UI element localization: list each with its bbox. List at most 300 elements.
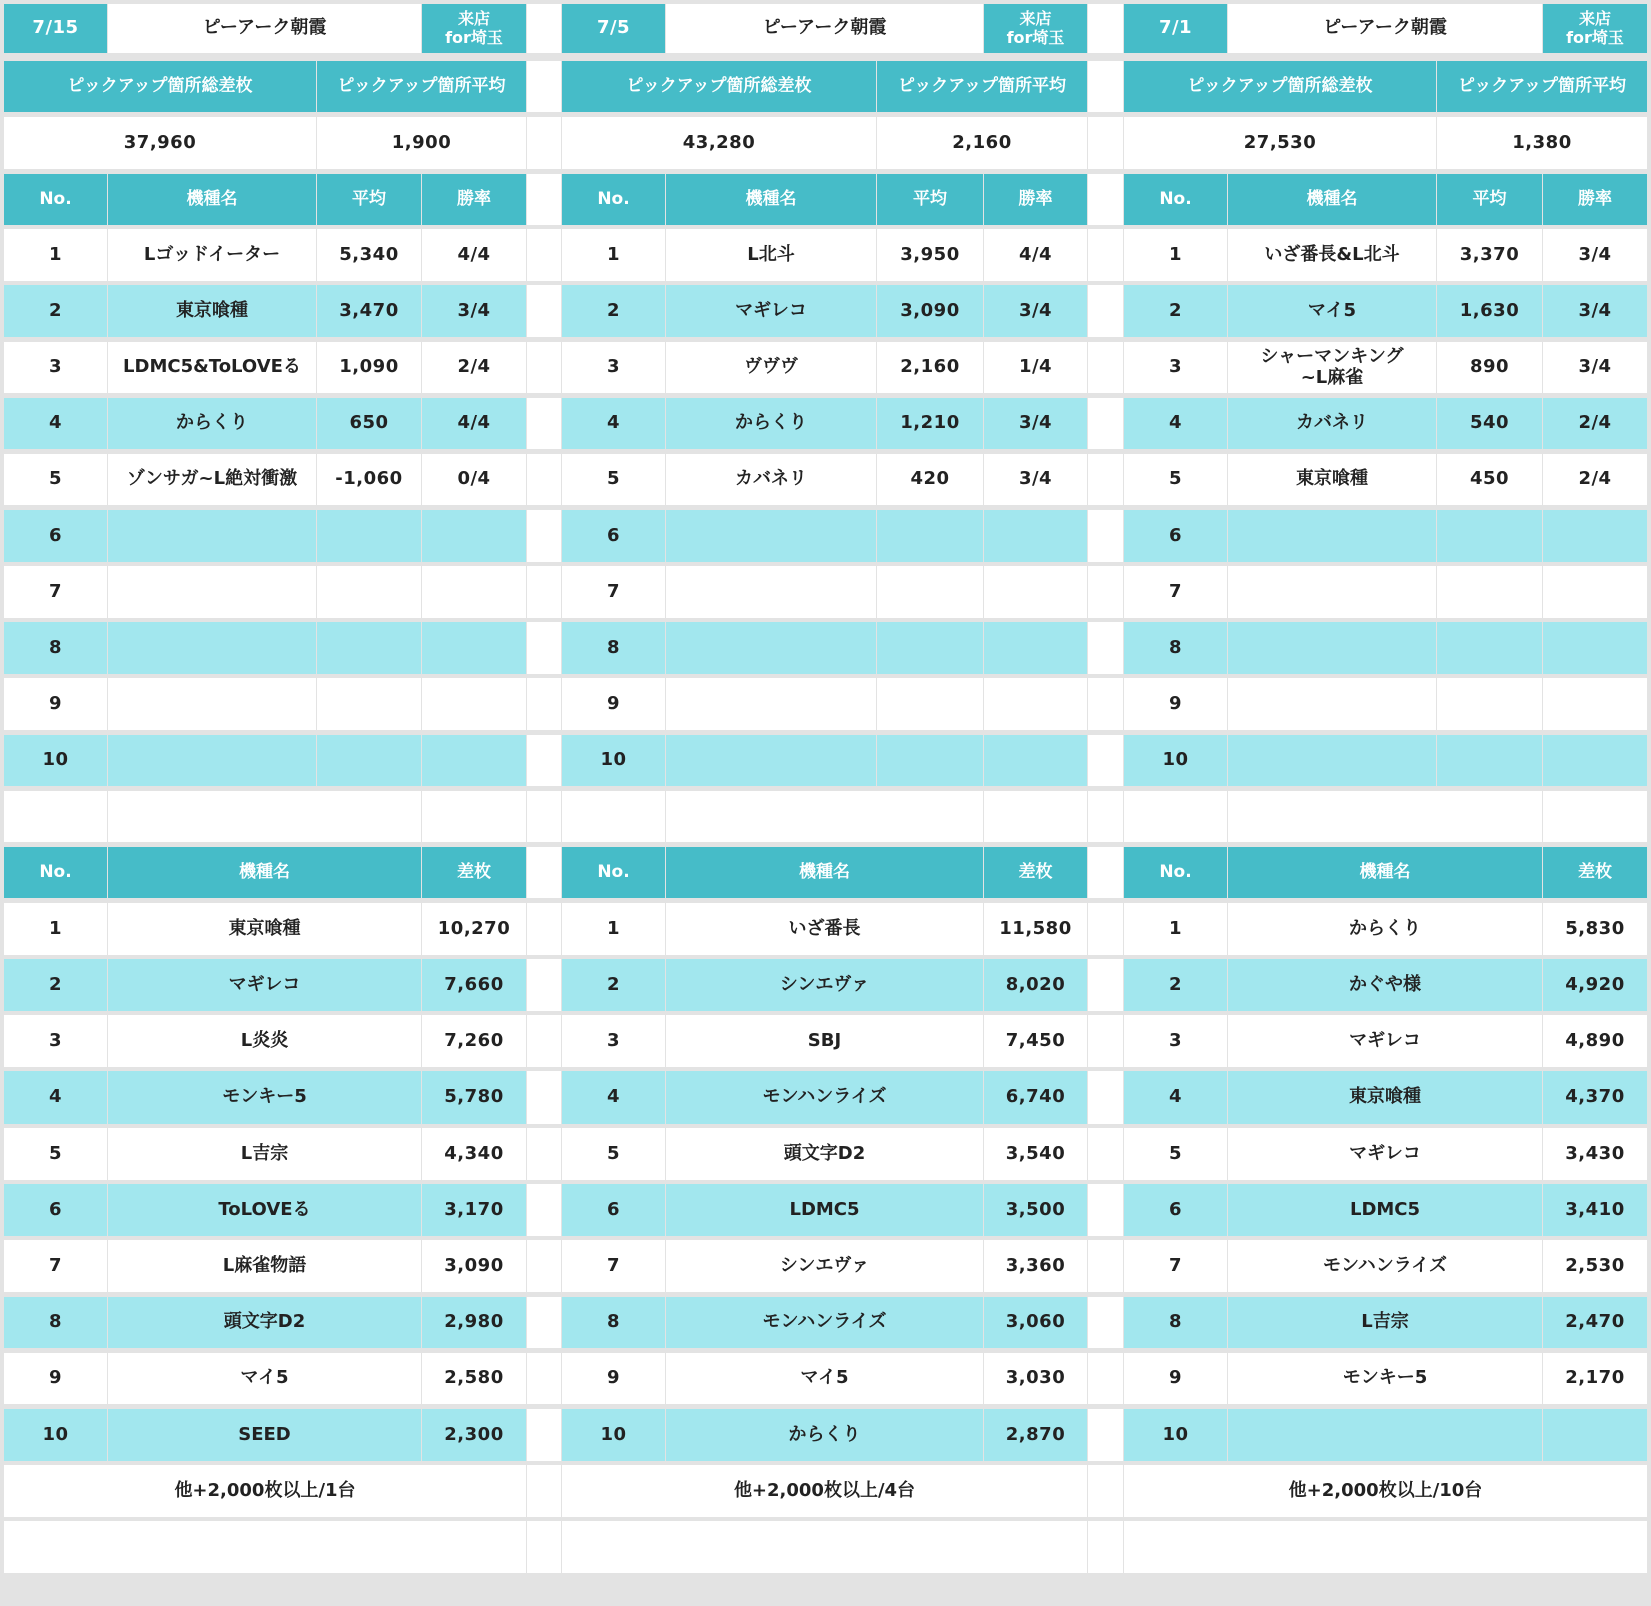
column-spacer [1088, 510, 1123, 562]
ranking-diff: 2,300 [422, 1409, 526, 1461]
column-spacer [1088, 735, 1123, 786]
blank-cell [1124, 1521, 1647, 1573]
ranking-row-no: 10 [1124, 1409, 1227, 1461]
pickup-model-name [666, 510, 876, 562]
ranking-diff: 6,740 [984, 1071, 1087, 1124]
col-header-win-rate: 勝率 [1543, 174, 1647, 225]
ranking-row-no: 3 [1124, 1015, 1227, 1067]
pickup-model-name [108, 566, 316, 618]
ranking-model-name: シンエヴァ [666, 959, 983, 1011]
pickup-average: 540 [1437, 398, 1542, 449]
pickup-row-no: 5 [1124, 454, 1227, 505]
ranking-model-name: マイ5 [108, 1353, 421, 1404]
pickup-average: 450 [1437, 454, 1542, 505]
ranking-row-no: 10 [4, 1409, 107, 1461]
pickup-win-rate [984, 622, 1087, 674]
pickup-win-rate: 3/4 [1543, 285, 1647, 337]
ranking-row-no: 2 [4, 959, 107, 1011]
ranking-model-name: モンキー5 [108, 1071, 421, 1124]
col-header-win-rate: 勝率 [422, 174, 526, 225]
ranking-diff: 3,170 [422, 1184, 526, 1236]
pickup-row-no: 1 [4, 229, 107, 281]
ranking-model-name: 東京喰種 [108, 903, 421, 955]
pickup-model-name [666, 735, 876, 786]
pickup-win-rate: 4/4 [422, 398, 526, 449]
pickup-model-name [108, 735, 316, 786]
pickup-row-no: 3 [4, 342, 107, 393]
pickup-average [1437, 622, 1542, 674]
column-spacer [1088, 117, 1123, 169]
column-spacer [1088, 959, 1123, 1011]
pickup-model-name [1228, 566, 1436, 618]
ranking-row-no: 7 [1124, 1240, 1227, 1292]
ranking-row-no: 4 [1124, 1071, 1227, 1124]
column-spacer [527, 1353, 561, 1404]
ranking-row-no: 5 [4, 1128, 107, 1180]
pickup-model-name [666, 566, 876, 618]
pickup-average [317, 678, 421, 730]
pickup-win-rate [1543, 735, 1647, 786]
ranking-diff: 4,340 [422, 1128, 526, 1180]
col-header-no: No. [562, 847, 665, 898]
ranking-model-name: L吉宗 [108, 1128, 421, 1180]
ranking-row-no: 3 [4, 1015, 107, 1067]
ranking-model-name: 頭文字D2 [108, 1297, 421, 1348]
pickup-average: 1,090 [317, 342, 421, 393]
blank-cell [1124, 791, 1227, 842]
pickup-average [1437, 735, 1542, 786]
ranking-row-no: 8 [4, 1297, 107, 1348]
pickup-win-rate [984, 566, 1087, 618]
col-header-no: No. [1124, 174, 1227, 225]
column-spacer [1088, 1409, 1123, 1461]
ranking-diff: 2,170 [1543, 1353, 1647, 1404]
ranking-model-name: 頭文字D2 [666, 1128, 983, 1180]
col-header-diff: 差枚 [984, 847, 1087, 898]
pickup-row-no: 1 [562, 229, 665, 281]
column-spacer [527, 61, 561, 112]
column-spacer [527, 1128, 561, 1180]
pickup-model-name [1228, 735, 1436, 786]
ranking-diff: 10,270 [422, 903, 526, 955]
pickup-average: 3,370 [1437, 229, 1542, 281]
ranking-row-no: 5 [562, 1128, 665, 1180]
ranking-model-name: マイ5 [666, 1353, 983, 1404]
column-spacer [1088, 398, 1123, 449]
ranking-model-name: シンエヴァ [666, 1240, 983, 1292]
blank-cell [1228, 791, 1542, 842]
ranking-diff: 2,580 [422, 1353, 526, 1404]
column-spacer [527, 1465, 561, 1517]
store-name: ピーアーク朝霞 [1228, 4, 1542, 53]
pickup-model-name: からくり [108, 398, 316, 449]
pickup-average: 1,210 [877, 398, 983, 449]
pickup-row-no: 4 [1124, 398, 1227, 449]
pickup-average [317, 510, 421, 562]
ranking-model-name: からくり [1228, 903, 1542, 955]
pickup-win-rate: 2/4 [1543, 454, 1647, 505]
pickup-win-rate: 4/4 [422, 229, 526, 281]
ranking-diff: 3,540 [984, 1128, 1087, 1180]
ranking-model-name: モンキー5 [1228, 1353, 1542, 1404]
pickup-model-name: シャーマンキング ~L麻雀 [1228, 342, 1436, 393]
ranking-diff: 2,530 [1543, 1240, 1647, 1292]
ranking-model-name: いざ番長 [666, 903, 983, 955]
column-spacer [527, 398, 561, 449]
ranking-model-name: モンハンライズ [666, 1297, 983, 1348]
ranking-row-no: 2 [1124, 959, 1227, 1011]
pickup-row-no: 2 [562, 285, 665, 337]
col-header-model: 機種名 [108, 174, 316, 225]
pickup-win-rate: 2/4 [422, 342, 526, 393]
footer-note: 他+2,000枚以上/1台 [4, 1465, 526, 1517]
pickup-row-no: 3 [1124, 342, 1227, 393]
pickup-row-no: 10 [562, 735, 665, 786]
column-spacer [1088, 1465, 1123, 1517]
store-name: ピーアーク朝霞 [108, 4, 421, 53]
pickup-average [877, 678, 983, 730]
average-value: 1,900 [317, 117, 526, 169]
col-header-no: No. [4, 847, 107, 898]
ranking-row-no: 1 [562, 903, 665, 955]
column-spacer [1088, 1353, 1123, 1404]
pickup-row-no: 1 [1124, 229, 1227, 281]
column-spacer [527, 566, 561, 618]
column-spacer [1088, 229, 1123, 281]
pickup-row-no: 8 [4, 622, 107, 674]
pickup-model-name [1228, 510, 1436, 562]
pickup-average: 1,630 [1437, 285, 1542, 337]
pickup-win-rate [422, 678, 526, 730]
ranking-row-no: 8 [1124, 1297, 1227, 1348]
ranking-diff: 2,980 [422, 1297, 526, 1348]
column-spacer [527, 229, 561, 281]
pickup-model-name [666, 622, 876, 674]
pickup-row-no: 6 [562, 510, 665, 562]
pickup-win-rate [422, 510, 526, 562]
column-spacer [527, 1409, 561, 1461]
column-spacer [1088, 847, 1123, 898]
blank-cell [984, 791, 1087, 842]
pickup-row-no: 9 [1124, 678, 1227, 730]
pickup-model-name [1228, 622, 1436, 674]
column-spacer [527, 1071, 561, 1124]
ranking-diff: 7,450 [984, 1015, 1087, 1067]
pickup-model-name: LDMC5&ToLOVEる [108, 342, 316, 393]
column-spacer [527, 903, 561, 955]
pickup-win-rate: 3/4 [984, 285, 1087, 337]
blank-cell [4, 791, 107, 842]
col-header-model: 機種名 [1228, 174, 1436, 225]
pickup-average [1437, 566, 1542, 618]
ranking-diff: 7,660 [422, 959, 526, 1011]
pickup-row-no: 6 [4, 510, 107, 562]
average-label: ピックアップ箇所平均 [317, 61, 526, 112]
pickup-win-rate [422, 566, 526, 618]
total-diff-value: 27,530 [1124, 117, 1436, 169]
blank-cell [4, 1521, 526, 1573]
ranking-row-no: 9 [4, 1353, 107, 1404]
col-header-model: 機種名 [666, 174, 876, 225]
pickup-win-rate [1543, 510, 1647, 562]
pickup-row-no: 4 [4, 398, 107, 449]
pickup-model-name [666, 678, 876, 730]
pickup-win-rate: 3/4 [422, 285, 526, 337]
ranking-model-name: モンハンライズ [1228, 1240, 1542, 1292]
pickup-model-name: ゾンサガ~L絶対衝激 [108, 454, 316, 505]
pickup-model-name: カバネリ [1228, 398, 1436, 449]
pickup-row-no: 5 [4, 454, 107, 505]
ranking-row-no: 8 [562, 1297, 665, 1348]
ranking-row-no: 6 [1124, 1184, 1227, 1236]
col-header-no: No. [562, 174, 665, 225]
pickup-win-rate: 0/4 [422, 454, 526, 505]
pickup-model-name: L北斗 [666, 229, 876, 281]
ranking-diff: 4,890 [1543, 1015, 1647, 1067]
ranking-row-no: 10 [562, 1409, 665, 1461]
pickup-average: -1,060 [317, 454, 421, 505]
column-spacer [1088, 174, 1123, 225]
event-label: 来店 for埼玉 [422, 4, 526, 53]
column-spacer [1088, 622, 1123, 674]
average-value: 2,160 [877, 117, 1087, 169]
ranking-diff: 7,260 [422, 1015, 526, 1067]
ranking-model-name: L吉宗 [1228, 1297, 1542, 1348]
ranking-row-no: 9 [562, 1353, 665, 1404]
blank-cell [562, 1521, 1087, 1573]
pickup-average [877, 566, 983, 618]
pickup-row-no: 4 [562, 398, 665, 449]
pickup-model-name: Lゴッドイーター [108, 229, 316, 281]
column-spacer [527, 791, 561, 842]
col-header-diff: 差枚 [1543, 847, 1647, 898]
ranking-row-no: 6 [4, 1184, 107, 1236]
ranking-row-no: 6 [562, 1184, 665, 1236]
blank-cell [1543, 791, 1647, 842]
ranking-model-name: SEED [108, 1409, 421, 1461]
pickup-row-no: 3 [562, 342, 665, 393]
pickup-model-name: 東京喰種 [108, 285, 316, 337]
ranking-model-name: LDMC5 [666, 1184, 983, 1236]
pickup-row-no: 5 [562, 454, 665, 505]
pickup-average: 2,160 [877, 342, 983, 393]
pickup-model-name: ヴヴヴ [666, 342, 876, 393]
ranking-diff: 3,090 [422, 1240, 526, 1292]
ranking-model-name: ToLOVEる [108, 1184, 421, 1236]
column-spacer [527, 1015, 561, 1067]
footer-note: 他+2,000枚以上/10台 [1124, 1465, 1647, 1517]
col-header-diff: 差枚 [422, 847, 526, 898]
ranking-model-name: SBJ [666, 1015, 983, 1067]
store-name: ピーアーク朝霞 [666, 4, 983, 53]
ranking-diff [1543, 1409, 1647, 1461]
column-spacer [527, 1240, 561, 1292]
pickup-average: 420 [877, 454, 983, 505]
column-spacer [1088, 1128, 1123, 1180]
column-spacer [527, 174, 561, 225]
pickup-average [317, 566, 421, 618]
blank-cell [422, 791, 526, 842]
column-spacer [527, 622, 561, 674]
pickup-average: 3,470 [317, 285, 421, 337]
column-spacer [1088, 1521, 1123, 1573]
pickup-win-rate [984, 678, 1087, 730]
col-header-no: No. [4, 174, 107, 225]
col-header-average: 平均 [1437, 174, 1542, 225]
pickup-model-name [108, 678, 316, 730]
column-spacer [1088, 791, 1123, 842]
ranking-model-name: マギレコ [1228, 1128, 1542, 1180]
pickup-average: 650 [317, 398, 421, 449]
pickup-row-no: 8 [1124, 622, 1227, 674]
date-cell: 7/15 [4, 4, 107, 53]
ranking-diff: 11,580 [984, 903, 1087, 955]
column-spacer [527, 959, 561, 1011]
column-spacer [1088, 566, 1123, 618]
pickup-average [317, 735, 421, 786]
column-spacer [1088, 1015, 1123, 1067]
column-spacer [1088, 4, 1123, 53]
date-cell: 7/5 [562, 4, 665, 53]
column-spacer [527, 1521, 561, 1573]
ranking-diff: 3,430 [1543, 1128, 1647, 1180]
column-spacer [1088, 1297, 1123, 1348]
total-diff-value: 43,280 [562, 117, 876, 169]
ranking-model-name: 東京喰種 [1228, 1071, 1542, 1124]
pickup-win-rate: 2/4 [1543, 398, 1647, 449]
ranking-row-no: 7 [4, 1240, 107, 1292]
date-cell: 7/1 [1124, 4, 1227, 53]
pickup-win-rate [422, 622, 526, 674]
column-spacer [527, 510, 561, 562]
event-label: 来店 for埼玉 [984, 4, 1087, 53]
column-spacer [527, 678, 561, 730]
ranking-model-name: LDMC5 [1228, 1184, 1542, 1236]
ranking-diff: 2,870 [984, 1409, 1087, 1461]
ranking-model-name: マギレコ [108, 959, 421, 1011]
pickup-average [317, 622, 421, 674]
event-label: 来店 for埼玉 [1543, 4, 1647, 53]
ranking-row-no: 7 [562, 1240, 665, 1292]
column-spacer [527, 1297, 561, 1348]
pickup-model-name: からくり [666, 398, 876, 449]
pickup-row-no: 2 [4, 285, 107, 337]
ranking-diff: 3,060 [984, 1297, 1087, 1348]
pickup-win-rate: 4/4 [984, 229, 1087, 281]
ranking-model-name: マギレコ [1228, 1015, 1542, 1067]
col-header-model: 機種名 [1228, 847, 1542, 898]
pickup-row-no: 9 [562, 678, 665, 730]
ranking-row-no: 5 [1124, 1128, 1227, 1180]
col-header-average: 平均 [317, 174, 421, 225]
ranking-row-no: 2 [562, 959, 665, 1011]
ranking-model-name: からくり [666, 1409, 983, 1461]
pickup-row-no: 7 [4, 566, 107, 618]
ranking-model-name: モンハンライズ [666, 1071, 983, 1124]
ranking-diff: 5,830 [1543, 903, 1647, 955]
column-spacer [527, 4, 561, 53]
total-diff-label: ピックアップ箇所総差枚 [1124, 61, 1436, 112]
pickup-win-rate: 3/4 [1543, 229, 1647, 281]
ranking-diff: 3,410 [1543, 1184, 1647, 1236]
pickup-row-no: 9 [4, 678, 107, 730]
ranking-diff: 3,500 [984, 1184, 1087, 1236]
ranking-diff: 3,360 [984, 1240, 1087, 1292]
column-spacer [527, 454, 561, 505]
pickup-row-no: 7 [1124, 566, 1227, 618]
col-header-average: 平均 [877, 174, 983, 225]
pickup-average [877, 510, 983, 562]
column-spacer [527, 847, 561, 898]
column-spacer [527, 285, 561, 337]
total-diff-label: ピックアップ箇所総差枚 [562, 61, 876, 112]
pickup-model-name: マイ5 [1228, 285, 1436, 337]
pickup-average [1437, 678, 1542, 730]
ranking-row-no: 9 [1124, 1353, 1227, 1404]
pickup-win-rate: 3/4 [984, 398, 1087, 449]
ranking-diff: 5,780 [422, 1071, 526, 1124]
pickup-model-name [108, 622, 316, 674]
average-label: ピックアップ箇所平均 [877, 61, 1087, 112]
pickup-win-rate [422, 735, 526, 786]
average-label: ピックアップ箇所平均 [1437, 61, 1647, 112]
ranking-model-name: L炎炎 [108, 1015, 421, 1067]
pickup-model-name: カバネリ [666, 454, 876, 505]
pickup-row-no: 7 [562, 566, 665, 618]
blank-cell [108, 791, 421, 842]
total-diff-label: ピックアップ箇所総差枚 [4, 61, 316, 112]
column-spacer [1088, 1240, 1123, 1292]
average-value: 1,380 [1437, 117, 1647, 169]
pickup-win-rate [984, 510, 1087, 562]
pickup-row-no: 6 [1124, 510, 1227, 562]
ranking-row-no: 4 [562, 1071, 665, 1124]
column-spacer [1088, 342, 1123, 393]
footer-note: 他+2,000枚以上/4台 [562, 1465, 1087, 1517]
pickup-average [877, 735, 983, 786]
ranking-diff: 3,030 [984, 1353, 1087, 1404]
pickup-win-rate: 3/4 [984, 454, 1087, 505]
pickup-row-no: 10 [4, 735, 107, 786]
column-spacer [1088, 1184, 1123, 1236]
pickup-win-rate: 3/4 [1543, 342, 1647, 393]
column-spacer [1088, 1071, 1123, 1124]
pickup-model-name: マギレコ [666, 285, 876, 337]
ranking-diff: 2,470 [1543, 1297, 1647, 1348]
column-spacer [1088, 678, 1123, 730]
ranking-row-no: 4 [4, 1071, 107, 1124]
pickup-average: 3,950 [877, 229, 983, 281]
pickup-average [1437, 510, 1542, 562]
column-spacer [1088, 61, 1123, 112]
blank-cell [666, 791, 983, 842]
pickup-row-no: 10 [1124, 735, 1227, 786]
pickup-average [877, 622, 983, 674]
blank-cell [562, 791, 665, 842]
column-spacer [527, 1184, 561, 1236]
col-header-no: No. [1124, 847, 1227, 898]
col-header-model: 機種名 [666, 847, 983, 898]
col-header-model: 機種名 [108, 847, 421, 898]
pickup-win-rate [1543, 678, 1647, 730]
pickup-win-rate [984, 735, 1087, 786]
pickup-win-rate [1543, 622, 1647, 674]
pickup-model-name [108, 510, 316, 562]
pickup-model-name [1228, 678, 1436, 730]
column-spacer [527, 342, 561, 393]
pickup-row-no: 2 [1124, 285, 1227, 337]
pickup-win-rate [1543, 566, 1647, 618]
